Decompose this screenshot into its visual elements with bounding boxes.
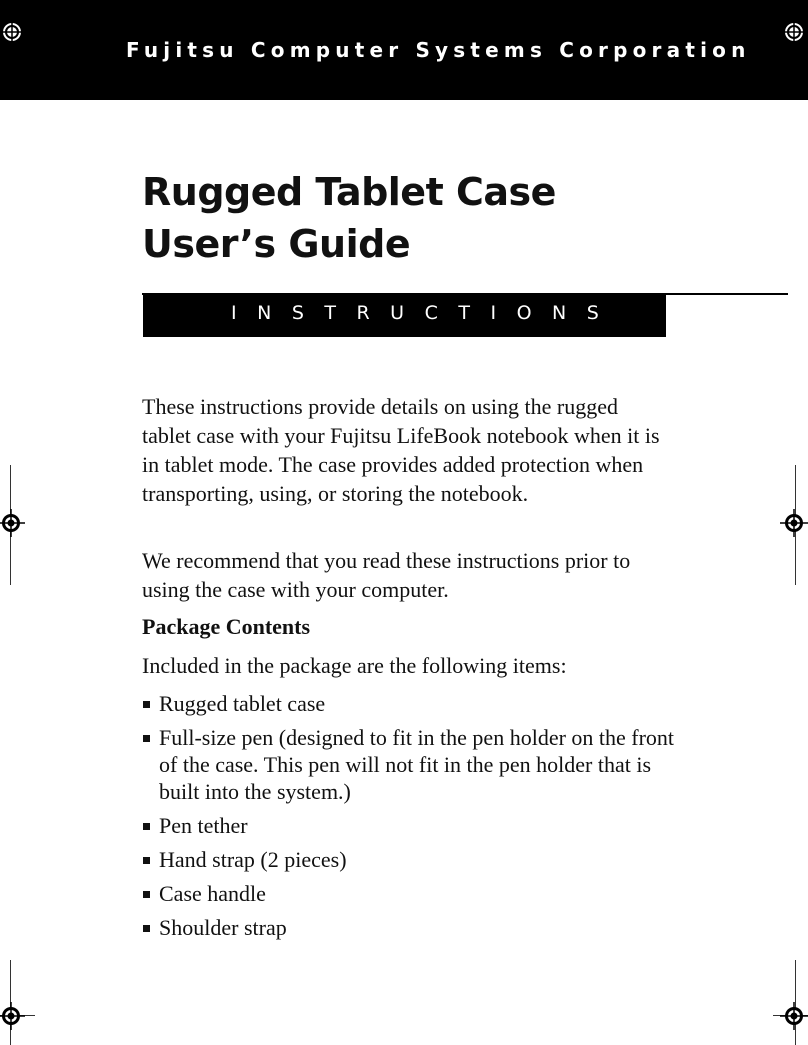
registration-mark-icon bbox=[780, 18, 808, 46]
document-title bbox=[142, 166, 556, 270]
list-item: Rugged tablet case bbox=[142, 690, 682, 717]
registration-mark-icon bbox=[780, 1002, 808, 1030]
company-name: Fujitsu Computer Systems Corporation bbox=[126, 38, 751, 62]
package-lead: Included in the package are the following items: bbox=[142, 653, 567, 678]
section-banner bbox=[143, 294, 666, 337]
title-line-2: User’s Guide bbox=[142, 222, 411, 266]
package-heading: Package Contents bbox=[142, 614, 311, 639]
registration-mark-icon bbox=[780, 509, 808, 537]
section-label: INSTRUCTIONS bbox=[231, 302, 620, 324]
registration-mark-icon bbox=[0, 1002, 25, 1030]
title-line-1: Rugged Tablet Case bbox=[142, 170, 556, 214]
registration-mark-icon bbox=[0, 509, 25, 537]
package-list bbox=[142, 690, 682, 948]
registration-mark-icon bbox=[0, 18, 26, 46]
list-item: Pen tether bbox=[142, 812, 682, 839]
intro-paragraph-2: We recommend that you read these instructions prior to using the case with your computer. bbox=[142, 548, 631, 602]
header-bar bbox=[0, 0, 808, 100]
list-item: Full-size pen (designed to fit in the pen holder on the front of the case. This pen will not fit in the pen holder that is built into the system.) bbox=[142, 724, 682, 805]
list-item: Hand strap (2 pieces) bbox=[142, 846, 682, 873]
intro-paragraph-1: These instructions provide details on using the rugged tablet case with your Fujitsu LifeBook notebook when it is in tablet mode. The case provides added protection when transporting, using, or storing the notebook. bbox=[142, 394, 660, 506]
list-item: Case handle bbox=[142, 880, 682, 907]
list-item: Shoulder strap bbox=[142, 914, 682, 941]
